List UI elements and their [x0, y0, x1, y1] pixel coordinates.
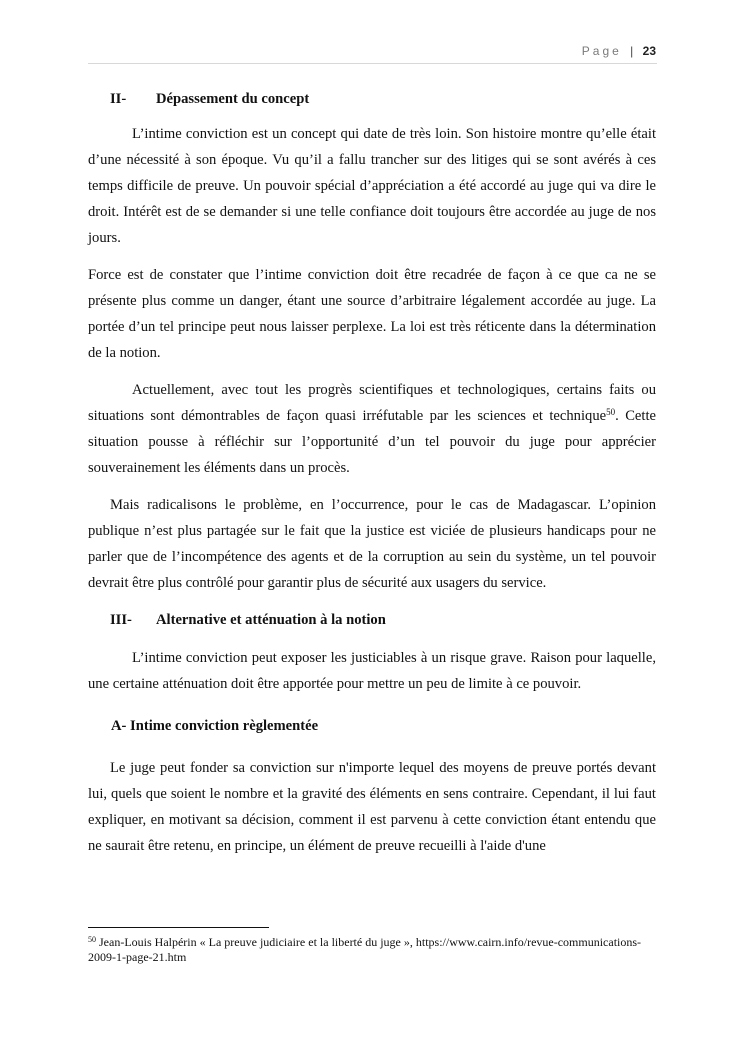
paragraph: L’intime conviction peut exposer les justiciables à un risque grave. Raison pour laquelle, une certaine atténuation doit être apportée pour mettre un peu de limite à ce pouvoir. [88, 650, 656, 692]
section-number: III- [110, 612, 132, 628]
section-title: Alternative et atténuation à la notion [156, 612, 386, 628]
section-title: Dépassement du concept [156, 91, 310, 107]
footnote-text: Jean-Louis Halpérin « La preuve judiciaire et la liberté du juge », https://www.cairn.info/revue-communications-2009-1-page-21.htm [88, 935, 642, 964]
section-heading-3 [88, 607, 656, 633]
paragraph-text: . Cette situation pousse à réfléchir sur l’opportunité d’un tel pouvoir du juge pour apprécier souverainement les éléments dans un procès. [88, 408, 656, 476]
section-heading-2 [88, 86, 656, 112]
paragraph: Force est de constater que l’intime conviction doit être recadrée de façon à ce que ca ne se présente plus comme un danger, étant une source d’arbitraire légalement accordée au juge. La portée d’un tel principe peut nous laisser perplexe. La loi est très réticente dans la détermination de la notion. [88, 267, 656, 361]
subsection-heading: A- Intime conviction règlementée [111, 718, 319, 734]
paragraph-text: Actuellement, avec tout les progrès scientifiques et technologiques, certains faits ou situations sont démontrables de façon quasi irréfutable par les sciences et technique [88, 382, 656, 424]
page-label: Page [581, 44, 622, 58]
paragraph: Mais radicalisons le problème, en l’occurrence, pour le cas de Madagascar. L’opinion publique n’est plus partagée sur le fait que la justice est viciée de plusieurs handicaps pour ne parler que de l’incompétence des agents et de la corruption au sein du système, un tel pouvoir devrait être plus contrôlé pour garantir plus de sécurité aux usagers du service. [88, 497, 656, 591]
document-body [88, 86, 656, 859]
paragraph [88, 377, 656, 481]
section-number: II- [110, 91, 127, 107]
paragraph: L’intime conviction est un concept qui date de très loin. Son histoire montre qu’elle était d’une nécessité à son époque. Vu qu’il a fallu trancher sur des litiges qui se sont avérés à ces temps difficile de preuve. Un pouvoir spécial d’appréciation a été accordé au juge qui va dire le droit. Intérêt est de se demander si une telle confiance doit toujours être accordée au juge de nos jours. [88, 126, 656, 246]
page-separator: | [630, 44, 634, 58]
footnote-divider [88, 927, 269, 928]
paragraph: Le juge peut fonder sa conviction sur n'importe lequel des moyens de preuve portés devant lui, quels que soient le nombre et la gravité des éléments en sens contraire. Cependant, il lui faut expliquer, en motivant sa décision, comment il est parvenu à cette conviction étant entendu que ne saurait être retenu, en principe, un élément de preuve recueilli à l'aide d'une [88, 760, 656, 854]
page-number: 23 [642, 44, 656, 58]
footnote-reference[interactable]: 50 [606, 407, 616, 417]
page-header [582, 44, 656, 58]
header-divider [88, 63, 657, 64]
footnote-number: 50 [88, 935, 96, 944]
footnote [88, 935, 648, 965]
